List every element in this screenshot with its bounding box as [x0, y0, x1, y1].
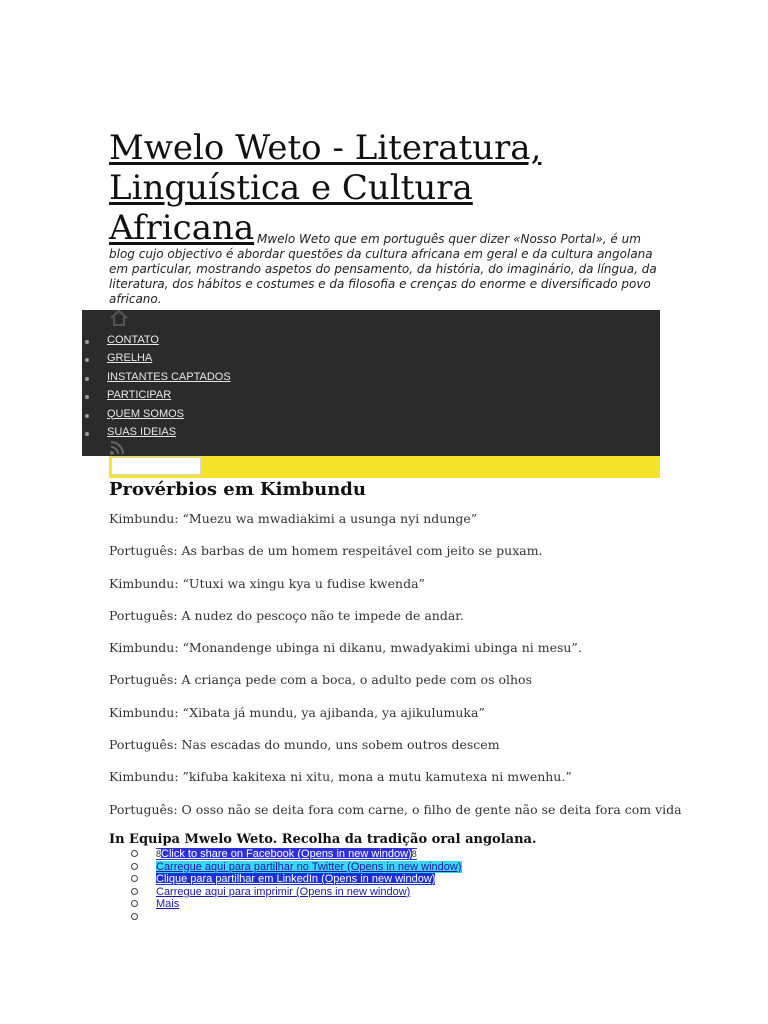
list-bullet: [131, 888, 138, 895]
list-bullet: [131, 900, 138, 907]
site-description: [109, 232, 665, 307]
nav-bullet: [85, 414, 89, 418]
site-description-text: Mwelo Weto que em português quer dizer «Nosso Portal», é um blog cujo objectivo é abordar questões da cultura africana em geral e da cultura angolana em particular, mostrando aspetos do pensamento, da história, do imaginário, da língua, da literatura, dos hábitos e costumes e da filosofia e crenças do enorme e diversificado povo africano.: [109, 232, 657, 306]
nav-bullet: [85, 358, 89, 362]
post-content: [109, 511, 682, 834]
home-icon[interactable]: [109, 309, 129, 331]
proverb-line: Kimbundu: “Utuxi wa xingu kya u fudise kwenda”: [109, 575, 425, 591]
nav-link-participar[interactable]: PARTICIPAR: [107, 389, 172, 402]
nav-bullet: [85, 340, 89, 344]
search-input[interactable]: [111, 457, 201, 475]
site-title-link-line2[interactable]: Linguística e Cultura: [109, 168, 473, 208]
nav-link-instantes-captados[interactable]: INSTANTES CAPTADOS: [107, 370, 231, 383]
proverb-line: Kimbundu: “Monandenge ubinga ni dikanu, mwadyakimi ubinga ni mesu”.: [109, 640, 582, 656]
list-bullet: [131, 913, 138, 920]
main-navigation: [82, 310, 660, 456]
proverb-line: Kimbundu: “Muezu wa mwadiakimi a usunga nyi ndunge”: [109, 511, 478, 526]
marker: 8: [411, 849, 417, 859]
site-title: [109, 128, 579, 248]
nav-link-contato[interactable]: CONTATO: [107, 334, 159, 346]
nav-link-suas-ideias[interactable]: SUAS IDEIAS: [107, 425, 177, 438]
nav-edge: [727, 326, 742, 438]
proverb-line: Português: A nudez do pescoço não te impede de andar.: [109, 607, 464, 623]
proverb-line: Português: Nas escadas do mundo, uns sobem outros descem: [109, 737, 500, 753]
share-print-link[interactable]: Carregue aqui para imprimir (Opens in new window): [156, 885, 411, 898]
nav-link-quem-somos[interactable]: QUEM SOMOS: [107, 407, 185, 420]
list-bullet: [131, 875, 138, 882]
proverb-line: Português: O osso não se deita fora com carne, o filho de gente não se deita fora com vida: [109, 801, 682, 817]
proverb-line: Kimbundu: ”kifuba kakitexa ni xitu, mona a mutu kamutexa ni mwenhu.”: [109, 769, 572, 785]
site-title-link-line1[interactable]: Mwelo Weto - Literatura,: [109, 128, 542, 168]
share-twitter-link[interactable]: Carregue aqui para partilhar no Twitter (Opens in new window): [156, 860, 462, 873]
site-title-link-line3[interactable]: Africana: [109, 208, 255, 248]
post-title: Provérbios em Kimbundu: [109, 479, 366, 500]
proverb-line: Kimbundu: “Xibata já mundu, ya ajibanda, ya ajikulumuka”: [109, 704, 485, 720]
share-linkedin-link[interactable]: Clique para partilhar em LinkedIn (Opens in new window): [156, 873, 436, 886]
share-more-link[interactable]: Mais: [156, 898, 180, 911]
nav-bullet: [85, 432, 89, 436]
proverb-line: Português: A criança pede com a boca, o adulto pede com os olhos: [109, 672, 532, 688]
nav-bullet: [85, 395, 89, 399]
list-bullet: [131, 850, 138, 857]
nav-bullet: [85, 377, 89, 381]
marker: 8: [156, 849, 162, 859]
list-bullet: [131, 863, 138, 870]
search-bar: [109, 456, 660, 478]
proverb-line: Português: As barbas de um homem respeitável com jeito se puxam.: [109, 543, 543, 559]
post-credit: In Equipa Mwelo Weto. Recolha da tradição oral angolana.: [109, 832, 537, 847]
share-facebook-link[interactable]: [156, 848, 417, 860]
nav-link-grelha[interactable]: GRELHA: [107, 352, 153, 365]
share-facebook-label: Click to share on Facebook (Opens in new window): [161, 848, 412, 860]
